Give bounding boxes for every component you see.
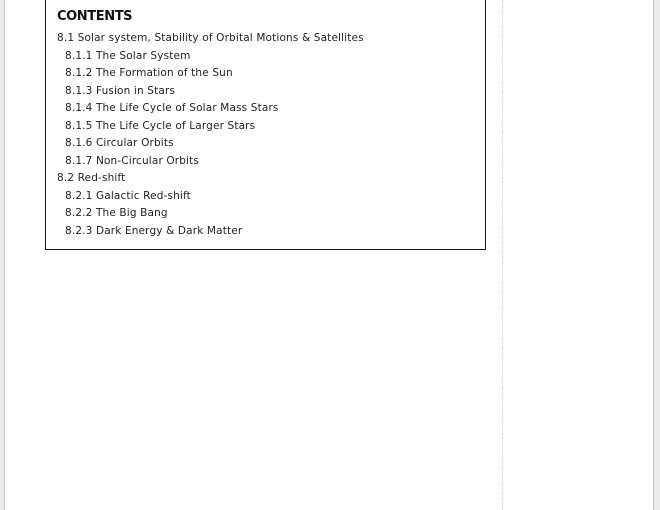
toc-entry-8-1-1[interactable]: 8.1.1 The Solar System [65, 49, 191, 62]
contents-box [45, 0, 486, 250]
page-margin-guide [502, 0, 503, 510]
toc-entry-8-1-6[interactable]: 8.1.6 Circular Orbits [65, 137, 174, 149]
toc-entry-8-1-4[interactable]: 8.1.4 The Life Cycle of Solar Mass Stars [65, 102, 279, 114]
document-page [4, 0, 654, 510]
table-of-contents [57, 30, 364, 240]
toc-entry-8-1-3[interactable]: 8.1.3 Fusion in Stars [65, 84, 176, 97]
toc-entry-8-2-3[interactable]: 8.2.3 Dark Energy & Dark Matter [65, 224, 243, 237]
toc-entry-8-1-7[interactable]: 8.1.7 Non-Circular Orbits [65, 154, 200, 167]
toc-entry-8-2[interactable]: 8.2 Red-shift [57, 172, 126, 184]
toc-entry-8-2-2[interactable]: 8.2.2 The Big Bang [65, 207, 168, 219]
toc-entry-8-1-5[interactable]: 8.1.5 The Life Cycle of Larger Stars [65, 119, 256, 132]
contents-title: CONTENTS [57, 9, 133, 24]
toc-entry-8-1-2[interactable]: 8.1.2 The Formation of the Sun [65, 67, 233, 79]
toc-entry-8-1[interactable]: 8.1 Solar system, Stability of Orbital Motions & Satellites [57, 32, 364, 44]
toc-entry-8-2-1[interactable]: 8.2.1 Galactic Red-shift [65, 189, 191, 202]
